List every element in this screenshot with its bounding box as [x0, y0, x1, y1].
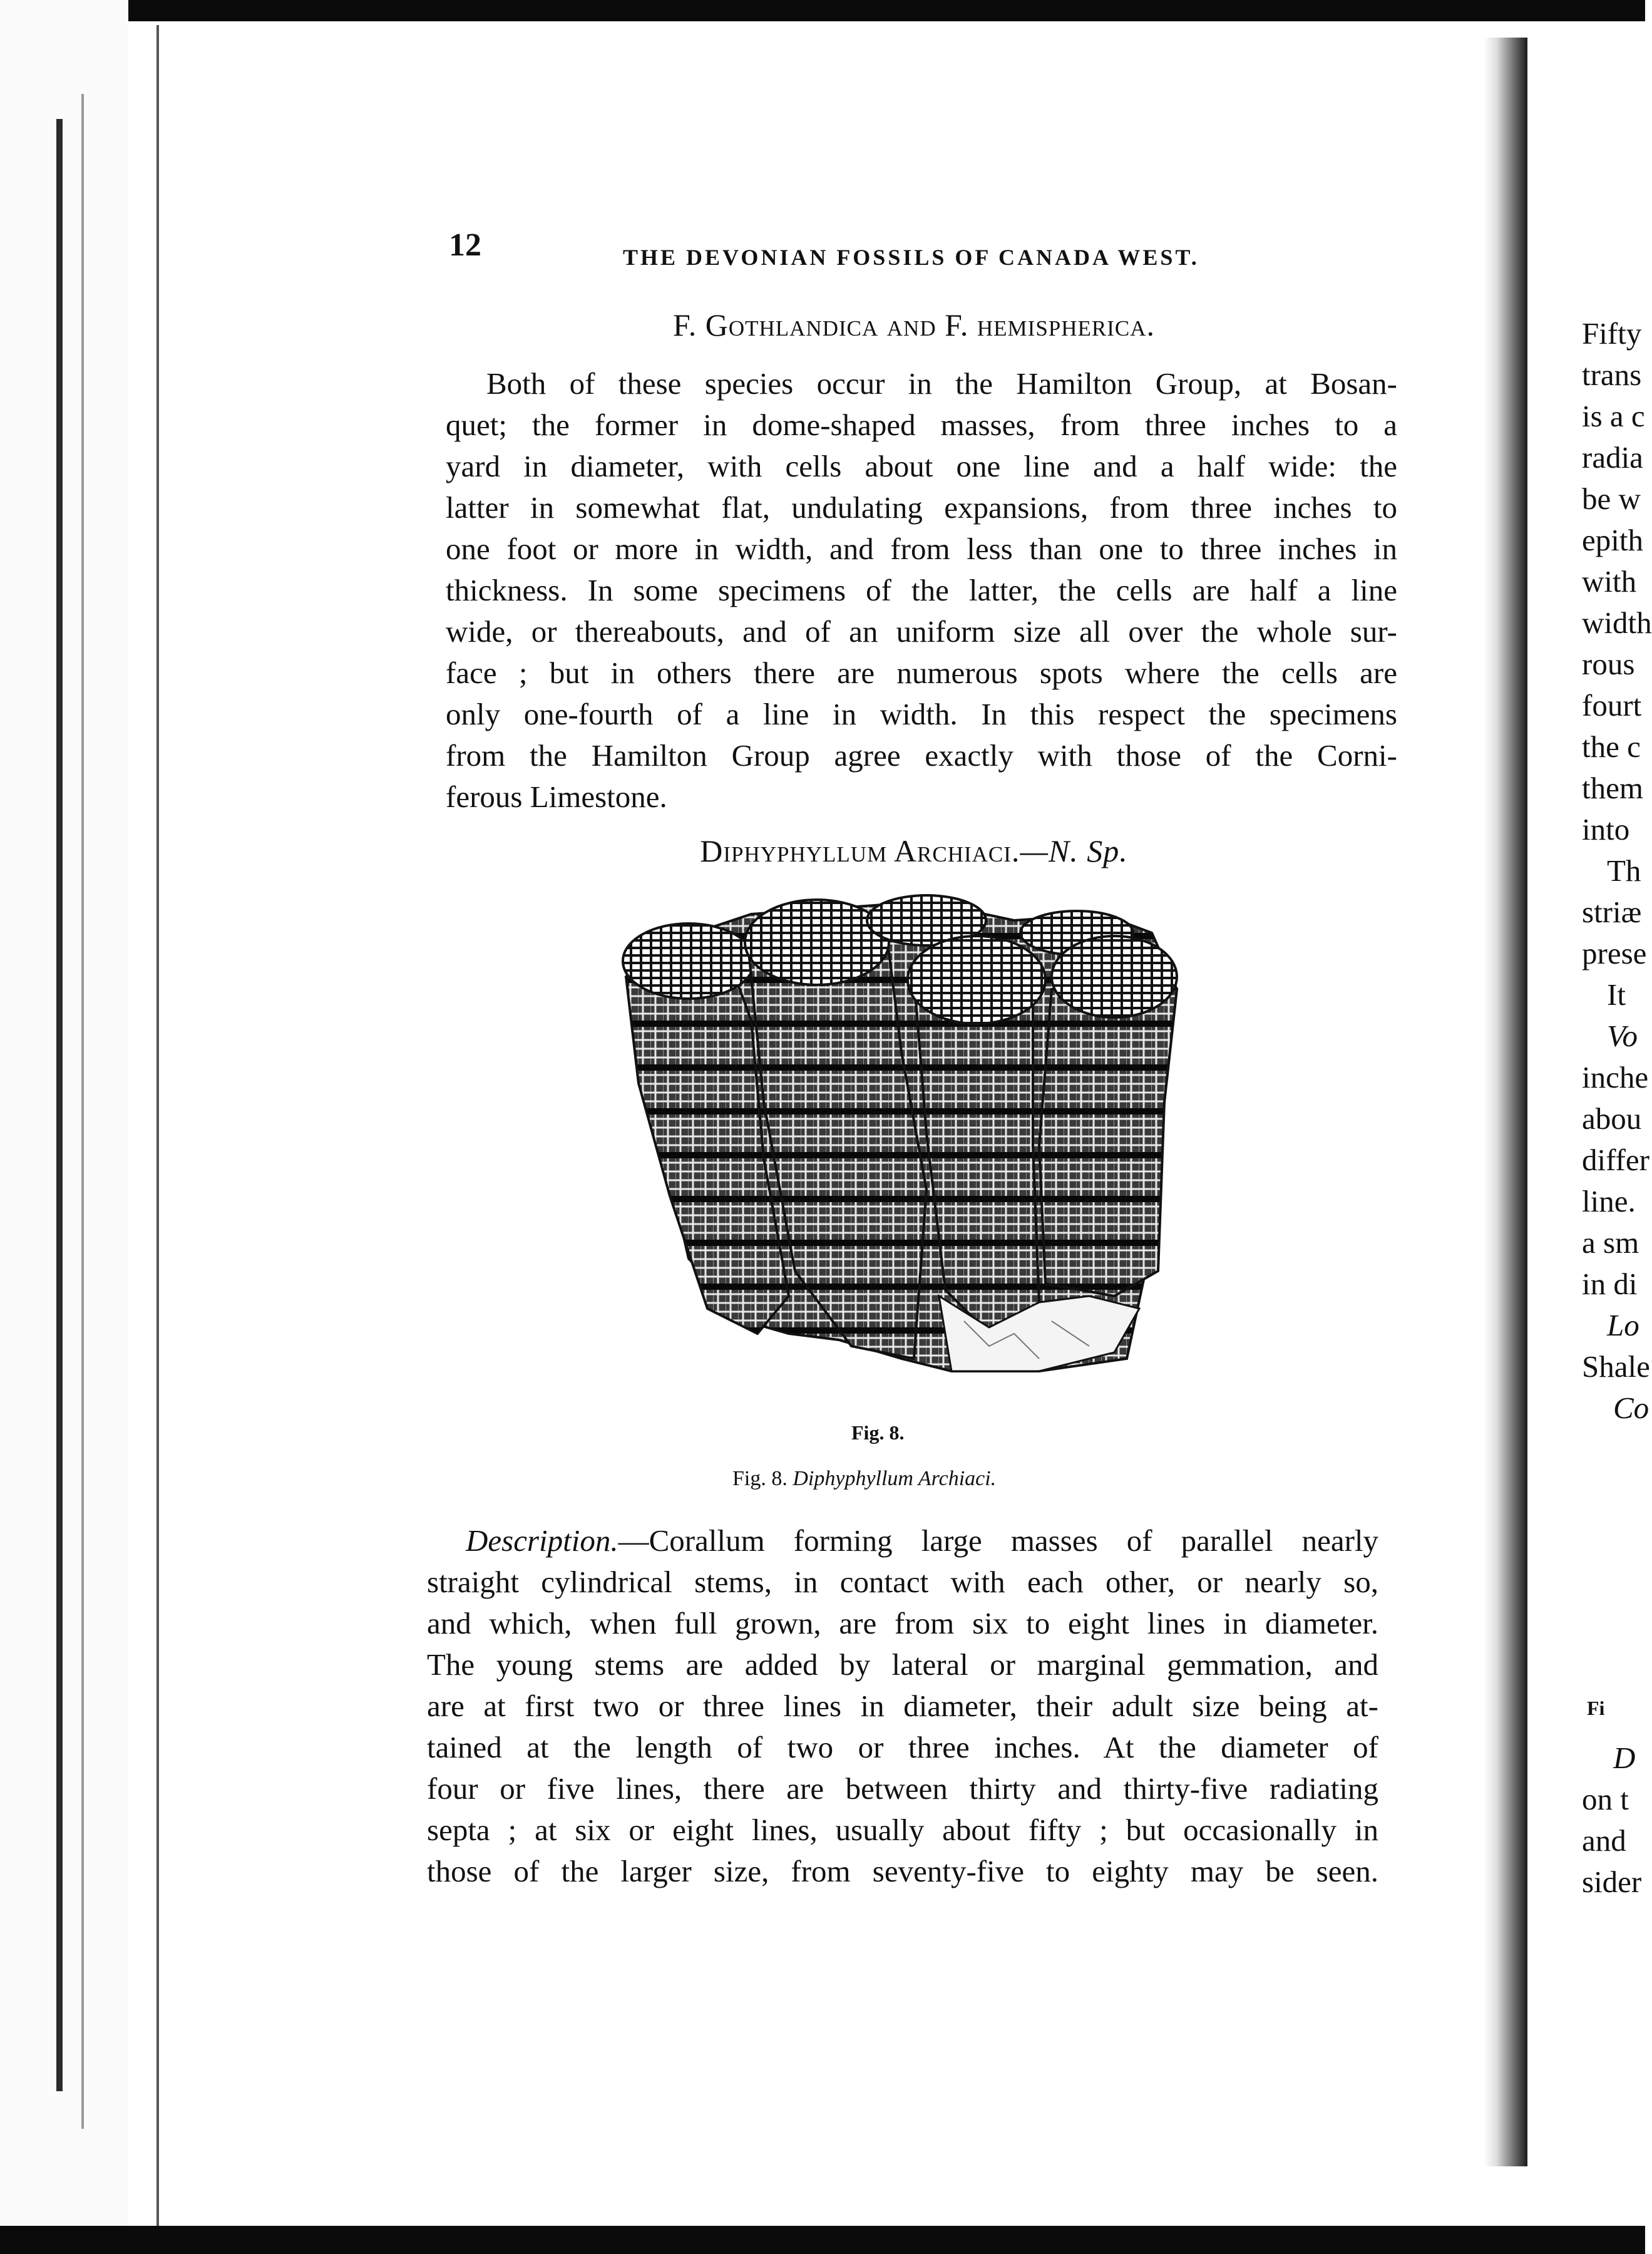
fragment: in di [1582, 1267, 1638, 1301]
right-page-figure-fragment: Fi [1587, 1697, 1605, 1719]
text-line: those of the larger size, from seventy-five to eighty may be seen. [427, 1854, 1378, 1888]
section-heading-favosites [438, 307, 1390, 343]
fragment: differ [1582, 1143, 1649, 1177]
text-line: and which, when full grown, are from six to eight lines in diameter. [427, 1606, 1378, 1640]
fragment: It [1607, 977, 1626, 1012]
text-line-content: —Corallum forming large masses of parallel nearly [618, 1523, 1378, 1558]
right-page-fragments-bottom [1582, 1737, 1641, 1903]
paragraph-description [427, 1520, 1378, 1892]
fragment: D [1613, 1741, 1636, 1775]
book-page-edges [81, 94, 84, 2129]
page-number: 12 [449, 227, 481, 263]
fragment: Th [1607, 853, 1641, 888]
fragment: on t [1582, 1782, 1629, 1816]
text-line: straight cylindrical stems, in contact with each other, or nearly so, [427, 1565, 1378, 1599]
fragment: epith [1582, 523, 1643, 557]
new-species-mark: —N. Sp. [1020, 833, 1128, 868]
scan-top-border [0, 0, 1645, 21]
description-label: Description. [466, 1523, 618, 1558]
fragment: abou [1582, 1101, 1642, 1136]
fragment: fourt [1582, 688, 1642, 723]
text-line: from the Hamilton Group agree exactly with those of the Corni- [446, 738, 1397, 773]
fragment: a sm [1582, 1225, 1639, 1260]
book-left-edge [0, 0, 128, 2254]
text-line: wide, or thereabouts, and of an uniform size all over the whole sur- [446, 614, 1397, 649]
text-line: quet; the former in dome-shaped masses, from three inches to a [446, 408, 1397, 442]
text-line: Both of these species occur in the Hamilton Group, at Bosan- [486, 366, 1397, 401]
text-line: latter in somewhat flat, undulating expansions, from three inches to [446, 490, 1397, 525]
fragment: striæ [1582, 895, 1642, 929]
text-line: septa ; at six or eight lines, usually about fifty ; but occasionally in [427, 1813, 1378, 1847]
text-line: The young stems are added by lateral or marginal gemmation, and [427, 1647, 1378, 1682]
fragment: Lo [1607, 1308, 1639, 1342]
fragment: prese [1582, 936, 1647, 970]
caption-species: Diphyphyllum Archiaci. [793, 1467, 997, 1490]
paragraph-favosites [446, 363, 1397, 818]
scan-bottom-border [0, 2226, 1645, 2254]
figure-caption [732, 1467, 996, 1491]
fragment: Shale [1582, 1349, 1650, 1384]
right-page-fragments-top [1582, 313, 1652, 1429]
text-line: thickness. In some specimens of the latter, the cells are half a line [446, 573, 1397, 607]
book-cover-edge [56, 119, 63, 2091]
figure-label: Fig. 8. [851, 1421, 905, 1444]
text-line: yard in diameter, with cells about one line and a half wide: the [446, 449, 1397, 483]
fragment: line. [1582, 1184, 1636, 1218]
text-line: are at first two or three lines in diameter, their adult size being at- [427, 1689, 1378, 1723]
text-line: only one-fourth of a line in width. In this respect the specimens [446, 697, 1397, 731]
fragment: be w [1582, 481, 1641, 516]
fragment: trans [1582, 358, 1642, 392]
fragment: width [1582, 605, 1652, 640]
coral-illustration [601, 895, 1205, 1412]
fragment: into [1582, 812, 1630, 847]
fragment: with [1582, 564, 1637, 599]
fragment: the c [1582, 729, 1641, 764]
text-line: face ; but in others there are numerous spots where the cells are [446, 656, 1397, 690]
text-line: one foot or more in width, and from less than one to three inches in [446, 532, 1397, 566]
book-gutter [1484, 38, 1527, 2166]
fragment: Fifty [1582, 316, 1642, 351]
fragment: radia [1582, 440, 1643, 475]
species-name: Diphyphyllum Archiaci. [700, 833, 1020, 868]
running-head: THE DEVONIAN FOSSILS OF CANADA WEST. [623, 245, 1199, 270]
text-line: four or five lines, there are between thirty and thirty-five radiating [427, 1771, 1378, 1806]
text-line: ferous Limestone. [446, 780, 667, 814]
fragment: is a c [1582, 399, 1645, 433]
fragment: inche [1582, 1060, 1649, 1094]
coral-drawing [601, 895, 1205, 1412]
fragment: and [1582, 1823, 1626, 1858]
text-line: tained at the length of two or three inches. At the diameter of [427, 1730, 1378, 1764]
fragment: sider [1582, 1865, 1642, 1899]
fragment: Vo [1607, 1019, 1638, 1053]
section-heading-diphyphyllum [438, 833, 1390, 869]
fragment: Co [1613, 1391, 1649, 1425]
heading-text: F. Gothlandica and F. hemispherica. [672, 307, 1156, 342]
caption-prefix: Fig. 8. [732, 1467, 788, 1490]
fragment: them [1582, 771, 1643, 805]
text-line [427, 1520, 1378, 1562]
fragment: rous [1582, 647, 1635, 681]
